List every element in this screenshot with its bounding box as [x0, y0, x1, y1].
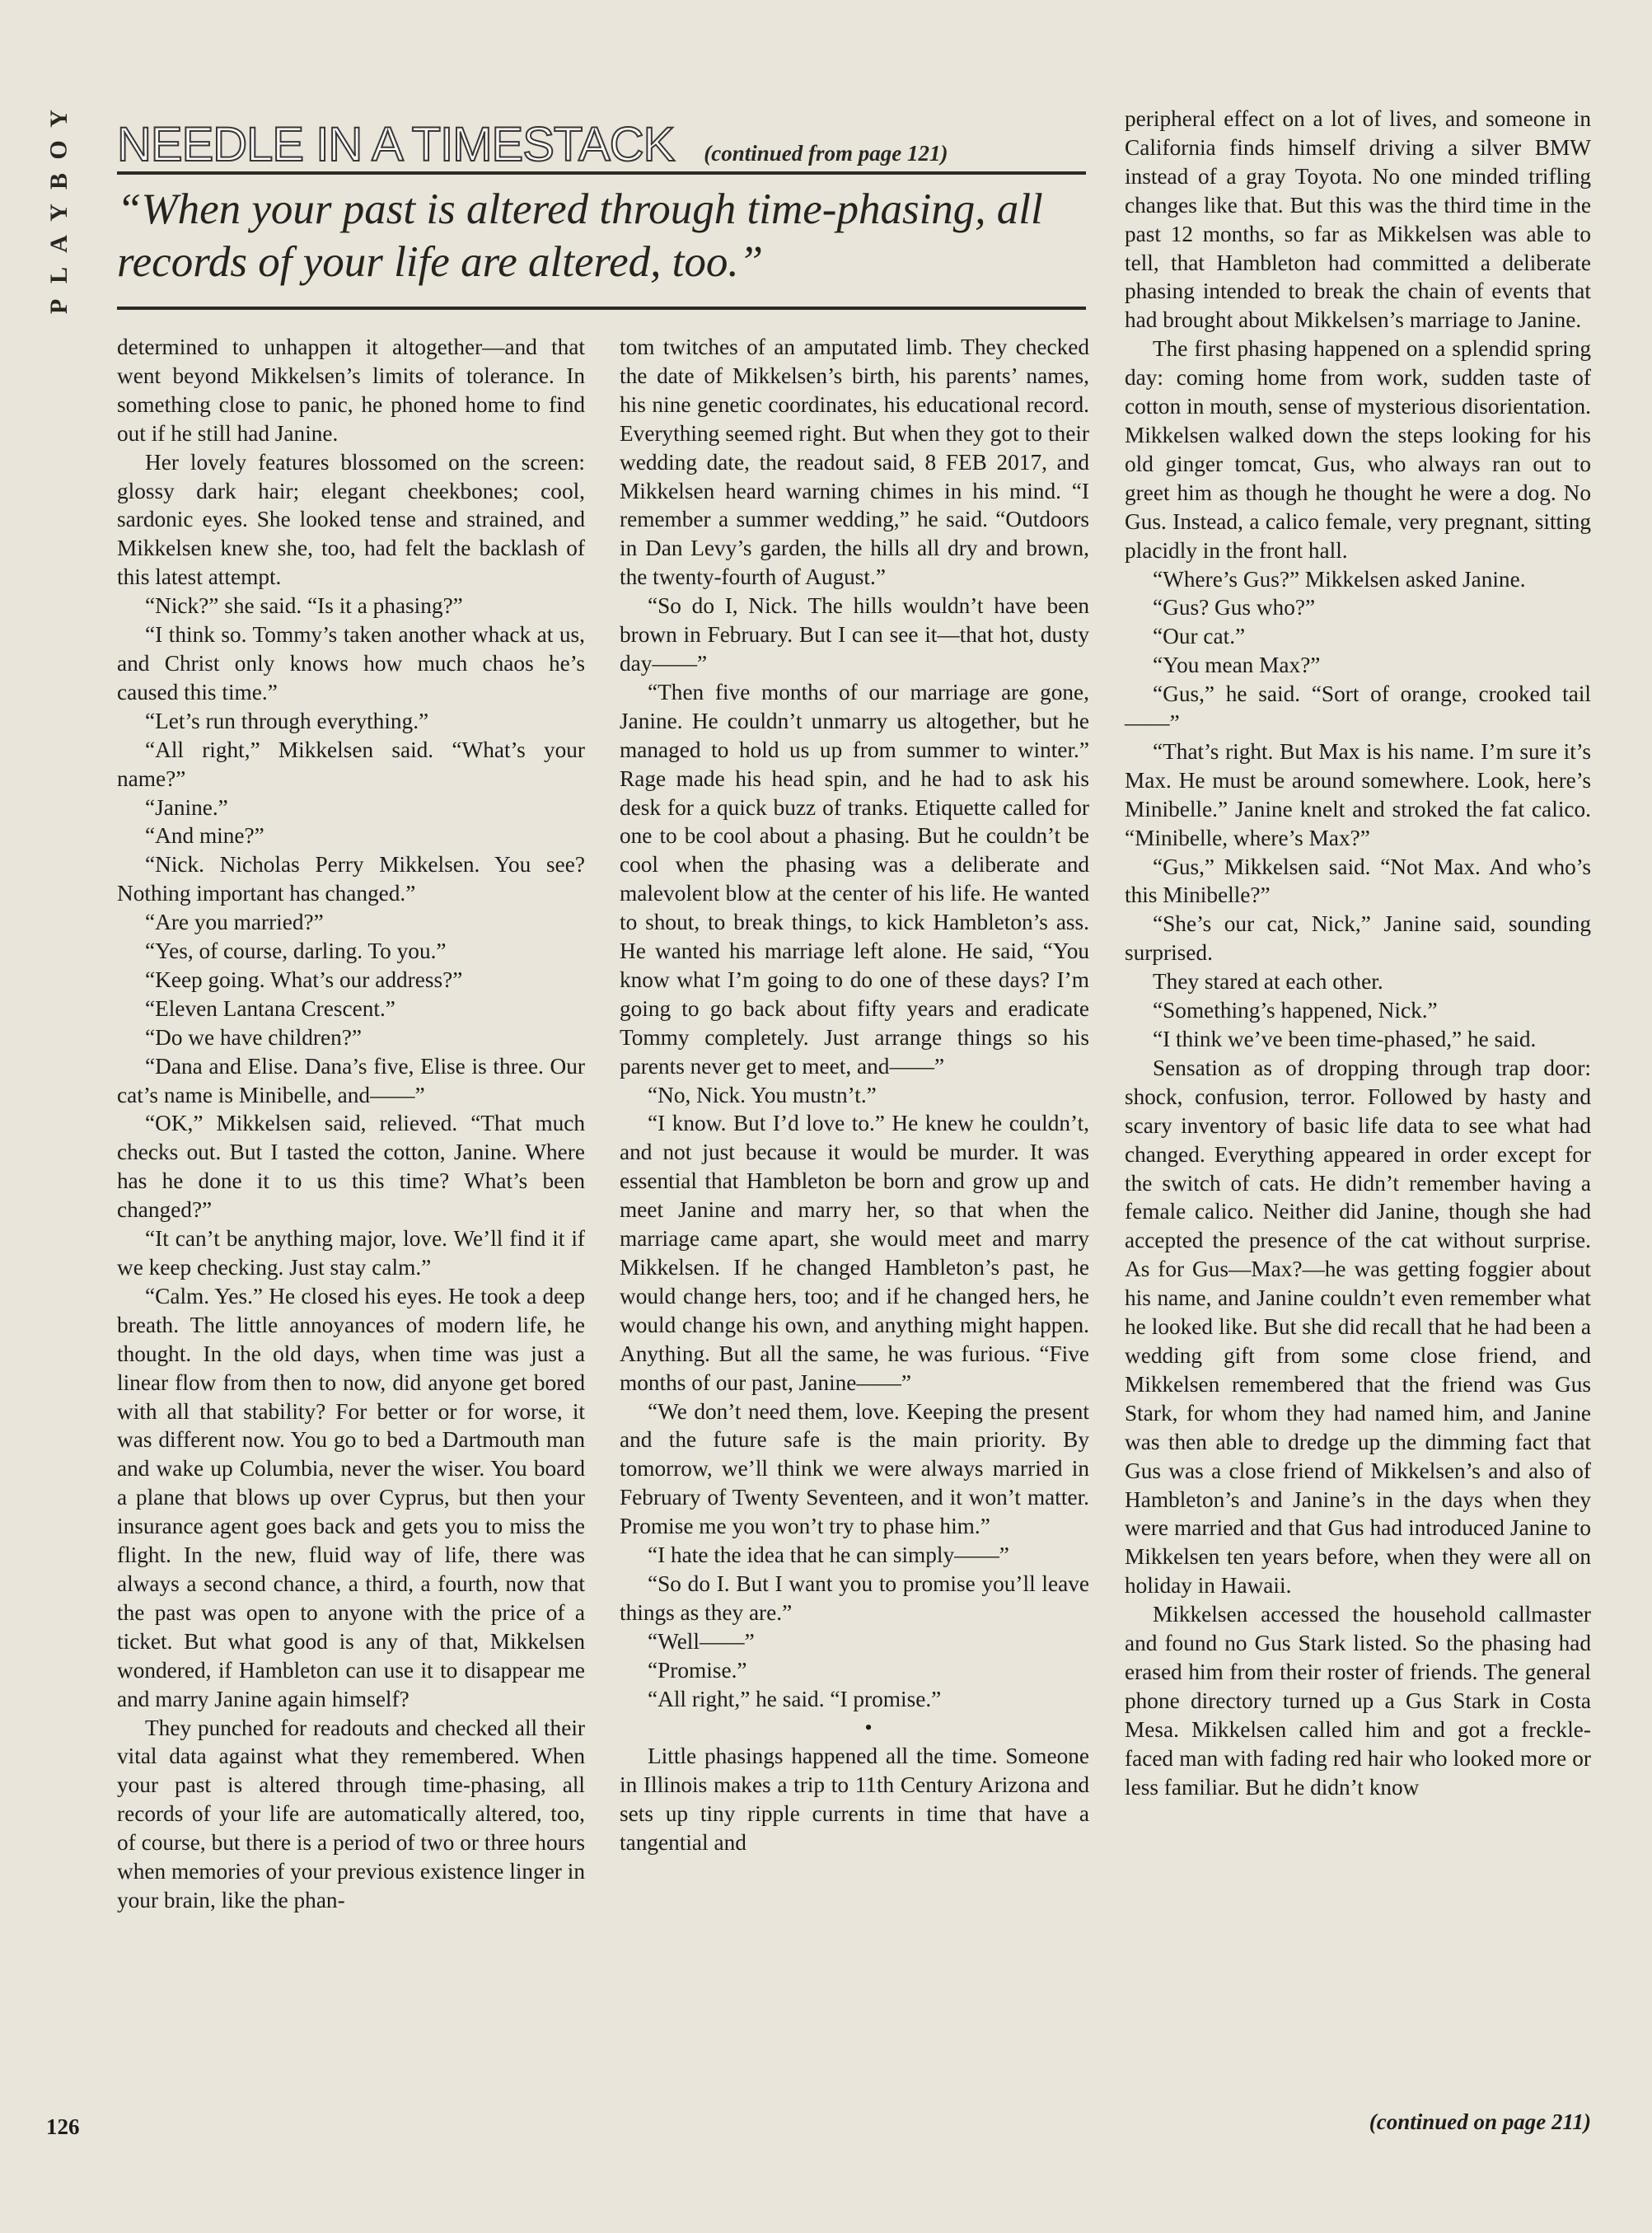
article-title: NEEDLE IN A TIMESTACK — [117, 118, 675, 171]
paragraph: “Let’s run through everything.” — [145, 708, 429, 733]
paragraph: “Janine.” — [145, 794, 228, 820]
paragraph: “It can’t be anything major, love. We’ll find it if we keep checking. Just stay calm.” — [117, 1226, 585, 1280]
paragraph: “No, Nick. You mustn’t.” — [648, 1082, 877, 1107]
pull-quote: “When your past is altered through time-phasing, all records of your life are altered, too.” — [117, 185, 1043, 286]
article-header — [117, 97, 1086, 171]
paragraph: “Do we have children?” — [145, 1024, 362, 1050]
sidebar-letter: O — [45, 140, 73, 160]
paragraph: “I know. But I’d love to.” He knew he couldn’t, and not just because it would be murder. It was essential that Hambleton be born and grow up and meet Janine and marry her, so that when the marriage came apart, she would meet and marry Mikkelsen. If he changed Hambleton’s past, he would change hers, too; and if he changed hers, he would change his own, and anything might happen. Anything. But all the same, he was furious. “Five months of our past, Janine——” — [620, 1111, 1089, 1395]
paragraph: Mikkelsen accessed the household callmaster and found no Gus Stark listed. So the phasing had erased him from their roster of friends. The general phone directory turned up a Gus Stark in Costa Mesa. Mikkelsen called him and got a freckle-faced man with fading red hair who looked more or less familiar. But he didn’t know — [1125, 1602, 1591, 1800]
sidebar-letter: L — [44, 266, 73, 284]
sidebar-letter: P — [44, 298, 73, 315]
paragraph: “Nick. Nicholas Perry Mikkelsen. You see? Nothing important has changed.” — [117, 852, 585, 906]
paragraph: “Gus,” he said. “Sort of orange, crooked tail——” — [1125, 681, 1591, 736]
paragraph: “Something’s happened, Nick.” — [1153, 998, 1438, 1023]
continued-from-note: (continued from page 121) — [704, 141, 948, 166]
magazine-sidebar — [43, 103, 76, 322]
paragraph: “Yes, of course, darling. To you.” — [145, 939, 447, 964]
paragraph: They stared at each other. — [1153, 969, 1383, 995]
continued-on-note: (continued on page 211) — [1369, 2109, 1591, 2134]
paragraph: tom twitches of an amputated limb. They checked the date of Mikkelsen’s birth, his parents’ names, his nine genetic coordinates, his educational record. Everything seemed right. But when they got to their wedding date, the readout said, 8 FEB 2017, and Mikkelsen heard warning chimes in his mind. “I remember a summer wedding,” he said. “Outdoors in Dan Levy’s garden, the hills all dry and brown, the twenty-fourth of August.” — [620, 335, 1089, 590]
text-column-3 — [1125, 105, 1591, 1801]
paragraph: “Then five months of our marriage are gone, Janine. He couldn’t unmarry us altogether, but he managed to hold us up from summer to winter.” Rage made his head spin, and he had to ask his desk for a quick buzz of tranks. Etiquette called for one to be cool about a phasing. But he couldn’t be cool when the phasing was a deliberate and malevolent blow at the center of his life. He wanted to shout, to break things, to kick Hambleton’s ass. He wanted his marriage left alone. He said, “You know what I’m going to do one of these days? I’m going to go back about fifty years and eradicate Tommy completely. Just arrange things so his parents never get to meet, and——” — [620, 679, 1089, 1079]
paragraph: determined to unhappen it altogether—and that went beyond Mikkelsen’s limits of tolerance. In something close to panic, he phoned home to find out if he still had Janine. — [117, 335, 585, 446]
paragraph: “We don’t need them, love. Keeping the present and the future safe is the main priority. By tomorrow, we’ll think we were always married in February of Twenty Seventeen, and it won’t matter. Promise me you won’t try to phase him.” — [620, 1398, 1089, 1539]
paragraph: “Our cat.” — [1153, 624, 1246, 649]
paragraph: Sensation as of dropping through trap door: shock, confusion, terror. Followed by hasty and scary inventory of basic life data to see what had changed. Everything appeared in order except for the switch of cats. He didn’t remember having a female calico. Neither did Janine, though she had accepted the presence of the cat without surprise. As for Gus—Max?—he was getting foggier about his name, and Janine couldn’t even remember what he looked like. But she did recall that he had been a wedding gift from some close friend, and Mikkelsen remembered that the friend was Gus Stark, for whom they had named him, and Janine was then able to dredge up the dimming fact that Gus was a close friend of Mikkelsen’s and also of Hambleton’s and Janine’s in the days when they were married and that Gus had introduced Janine to Mikkelsen ten years before, when they were all on holiday in Hawaii. — [1125, 1055, 1591, 1599]
paragraph: “So do I. But I want you to promise you’ll leave things as they are.” — [620, 1571, 1089, 1625]
paragraph: “So do I, Nick. The hills wouldn’t have been brown in February. But I can see it—that hot, dusty day——” — [620, 593, 1089, 676]
paragraph: “Calm. Yes.” He closed his eyes. He took a deep breath. The little annoyances of modern life, he thought. In the old days, when time was just a linear flow from then to now, did anyone get bored with all that stability? For better or for worse, it was different now. You go to bed a Dartmouth man and wake up Columbia, never the wiser. You board a plane that blows up over Cyprus, but then your insurance agent goes back and gets you to miss the flight. In the new, fluid way of life, there was always a second chance, a third, a fourth, now that the past was open to anyone with the price of a ticket. But what good is any of that, Mikkelsen wondered, if Hambleton can use it to disappear me and marry Janine again himself? — [117, 1283, 585, 1711]
paragraph: “All right,” he said. “I promise.” — [648, 1686, 942, 1711]
paragraph: “I hate the idea that he can simply——” — [648, 1543, 1009, 1568]
paragraph: “Where’s Gus?” Mikkelsen asked Janine. — [1153, 566, 1526, 592]
paragraph: “You mean Max?” — [1153, 653, 1321, 678]
paragraph: “Nick?” she said. “Is it a phasing?” — [145, 593, 463, 619]
paragraph: Her lovely features blossomed on the screen: glossy dark hair; elegant cheekbones; cool, sardonic eyes. She looked tense and strained, and Mikkelsen knew she, too, had felt the backlash of this latest attempt. — [117, 449, 585, 590]
sidebar-letter: Y — [44, 110, 73, 128]
paragraph: “Gus,” Mikkelsen said. “Not Max. And who’s this Minibelle?” — [1125, 854, 1591, 908]
paragraph: “All right,” Mikkelsen said. “What’s your name?” — [117, 737, 585, 791]
paragraph: “Dana and Elise. Dana’s five, Elise is three. Our cat’s name is Minibelle, and——” — [117, 1053, 585, 1107]
paragraph: The first phasing happened on a splendid spring day: coming home from work, sudden taste of cotton in mouth, sense of mysterious disorientation. Mikkelsen walked down the steps looking for his old ginger tomcat, Gus, who always ran out to greet him as though he thought he were a dog. No Gus. Instead, a calico female, very pregnant, sitting placidly in the front hall. — [1125, 336, 1591, 563]
paragraph: “She’s our cat, Nick,” Janine said, sounding surprised. — [1125, 911, 1591, 966]
paragraph: They punched for readouts and checked all their vital data against what they remembered. When your past is altered through time-phasing, all records of your life are automatically altered, too, of course, but there is a period of two or three hours when memories of your previous existence linger in your brain, like the phan- — [117, 1715, 585, 1912]
page-number: 126 — [46, 2114, 80, 2139]
paragraph: “Keep going. What’s our address?” — [145, 967, 463, 992]
sidebar-letter: B — [44, 172, 73, 190]
top-rule — [117, 171, 1086, 175]
paragraph: “Well——” — [648, 1628, 755, 1654]
section-break: • — [864, 1715, 873, 1739]
paragraph: “That’s right. But Max is his name. I’m sure it’s Max. He must be around somewhere. Look, here’s Minibelle.” Janine knelt and stroked the fat calico. “Minibelle, where’s Max?” — [1125, 738, 1591, 850]
paragraph: “OK,” Mikkelsen said, relieved. “That much checks out. But I tasted the cotton, Janine. Where has he done it to us this time? What’s been changed?” — [117, 1111, 585, 1223]
paragraph: “I think so. Tommy’s taken another whack at us, and Christ only knows how much chaos he’s caused this time.” — [117, 622, 585, 705]
paragraph: “I think we’ve been time-phased,” he said. — [1153, 1027, 1537, 1051]
text-column-1 — [117, 333, 585, 1915]
sidebar-letter: Y — [44, 204, 73, 222]
paragraph: Little phasings happened all the time. Someone in Illinois makes a trip to 11th Century Arizona and sets up tiny ripple currents in time that have a tangential and — [620, 1744, 1089, 1856]
paragraph: “And mine?” — [145, 823, 264, 849]
bottom-rule — [117, 307, 1086, 310]
sidebar-letter: A — [44, 235, 73, 253]
paragraph: “Promise.” — [648, 1657, 747, 1683]
paragraph: peripheral effect on a lot of lives, and someone in California finds himself driving a silver BMW instead of a gray Toyota. No one minded trifling changes like that. But this was the third time in the past 12 months, so far as Mikkelsen was able to tell, that Hambleton had committed a deliberate phasing intended to break the chain of events that had brought about Mikkelsen’s marriage to Janine. — [1125, 106, 1591, 333]
text-column-2 — [620, 333, 1089, 1857]
paragraph: “Eleven Lantana Crescent.” — [145, 995, 395, 1021]
paragraph: “Are you married?” — [145, 910, 324, 935]
paragraph: “Gus? Gus who?” — [1153, 595, 1316, 620]
